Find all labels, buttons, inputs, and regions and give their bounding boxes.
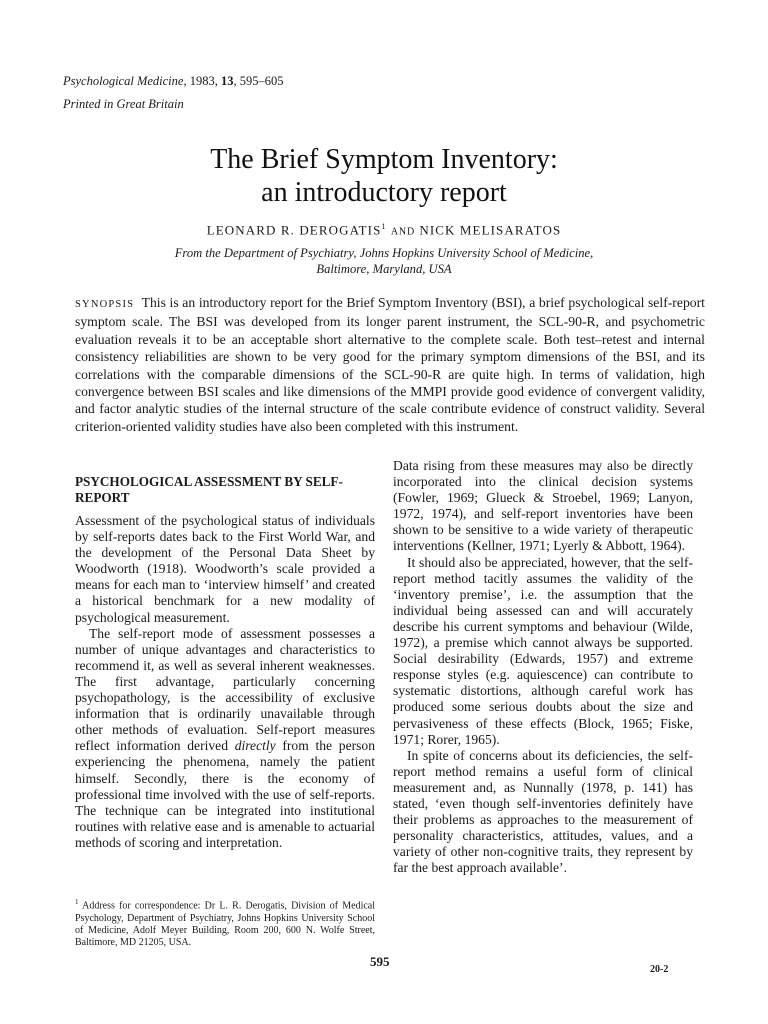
author-list xyxy=(0,222,768,238)
affiliation xyxy=(0,245,768,277)
paragraph xyxy=(75,626,375,851)
title-line-2: an introductory report xyxy=(261,177,507,208)
journal-pages: , 595–605 xyxy=(233,74,284,88)
synopsis-label: SYNOPSIS xyxy=(75,299,135,310)
paragraph: It should also be appreciated, however, that the self-report method tacitly assumes the validity of the ‘inventory premise’, i.e. the assumption that the individual being assessed can and will accurately describe his current symptoms and behaviour (Wilde, 1972), a premise which cannot always be supported. Social desirability (Edwards, 1957) and extreme response styles (e.g. aquiescence) can contribute to systematic distortions, although careful work has produced some serious doubts about the size and pervasiveness of these effects (Block, 1965; Fiske, 1971; Rorer, 1965). xyxy=(393,554,693,747)
journal-year: , 1983, xyxy=(183,74,221,88)
author-2: NICK MELISARATOS xyxy=(419,222,562,238)
paragraph: Assessment of the psychological status of individuals by self-reports dates back to the First World War, and the development of the Personal Data Sheet by Woodworth (1918). Woodworth’s scale provided a means for each man to ‘interview himself’ and created a historical benchmark for a new modality of psychological measurement. xyxy=(75,513,375,625)
journal-volume: 13 xyxy=(220,74,234,88)
affiliation-line-2: Baltimore, Maryland, USA xyxy=(316,262,452,276)
paragraph-text: The self-report mode of assessment possesses a number of unique advantages and characteristics to recommend it, as well as several inherent weaknesses. The first advantage, particularly concerning psychopathology, is the accessibility of exclusive information that is ordinarily unavailable through other methods of evaluation. Self-report measures reflect information derived xyxy=(75,625,375,754)
author-1: LEONARD R. DEROGATIS xyxy=(206,222,382,238)
author-conjunction: AND xyxy=(390,226,415,238)
synopsis xyxy=(75,294,705,435)
page-number: 595 xyxy=(370,954,390,969)
emphasis-text: directly xyxy=(234,738,276,754)
journal-name: Psychological Medicine xyxy=(63,74,184,88)
printed-in: Printed in Great Britain xyxy=(63,97,184,111)
title-line-1: The Brief Symptom Inventory: xyxy=(210,144,558,175)
article-title xyxy=(0,143,768,209)
affiliation-line-1: From the Department of Psychiatry, Johns Hopkins University School of Medicine, xyxy=(174,246,594,260)
paragraph: Data rising from these measures may also be directly incorporated into the clinical decision systems (Fowler, 1969; Glueck & Stroebel, 1969; Lanyon, 1972, 1974), and self-report inventories have been shown to be sensitive to a wide variety of therapeutic interventions (Kellner, 1971; Lyerly & Abbott, 1964). xyxy=(393,458,693,554)
paragraph: In spite of concerns about its deficiencies, the self-report method remains a useful form of clinical measurement and, as Nunnally (1978, p. 141) has stated, ‘even though self-inventories definitely have their problems as approaches to the measurement of personality characteristics, attitudes, values, and a variety of other non-cognitive traits, they represent by far the best approach available’. xyxy=(393,747,693,876)
footnote-marker: 1 xyxy=(75,898,79,906)
right-column xyxy=(393,458,693,876)
signature-mark: 20-2 xyxy=(650,964,669,975)
author-footnote-marker: 1 xyxy=(381,222,387,231)
journal-citation xyxy=(63,70,283,116)
paragraph-text: from the person experiencing the phenomena, namely the patient himself. Secondly, there is the economy of professional time involved with the use of self-reports. The technique can be integrated into institutional routines with relative ease and is amenable to actuarial methods of scoring and interpretation. xyxy=(75,738,376,850)
footnote-text: Address for correspondence: Dr L. R. Derogatis, Division of Medical Psychology, Department of Psychiatry, Johns Hopkins University School of Medicine, Adolf Meyer Building, Room 200, 600 N. Wolfe Street, Baltimore, MD 21205, USA. xyxy=(75,900,375,948)
footnote xyxy=(75,896,375,949)
journal-reference xyxy=(63,70,283,93)
left-column xyxy=(75,474,375,851)
synopsis-text: This is an introductory report for the Brief Symptom Inventory (BSI), a brief psychological self-report symptom scale. The BSI was developed from its longer parent instrument, the SCL-90-R, and psychometric evaluation reveals it to be an acceptable short alternative to the complete scale. Both test–retest and internal consistency reliabilities are shown to be very good for the primary symptom dimensions of the BSI, and its correlations with the comparable dimensions of the SCL-90-R are quite high. In terms of validation, high convergence between BSI scales and like dimensions of the MMPI provide good evidence of convergent validity, and factor analytic studies of the internal structure of the scale contribute evidence of construct validity. Several criterion-oriented validity studies have also been completed with this instrument. xyxy=(75,295,705,434)
section-heading: PSYCHOLOGICAL ASSESSMENT BY SELF-REPORT xyxy=(75,474,343,505)
